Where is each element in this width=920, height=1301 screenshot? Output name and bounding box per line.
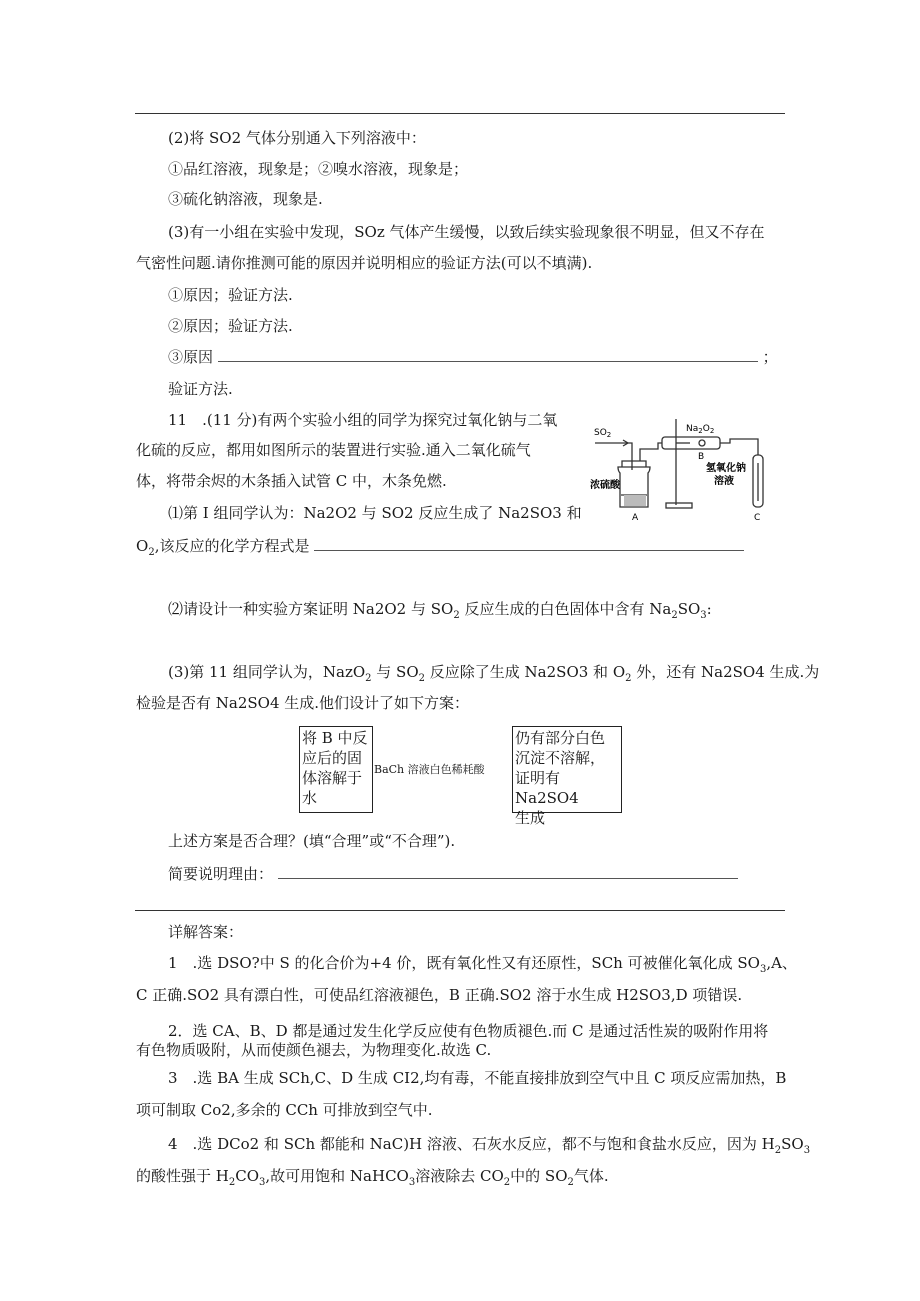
text-fragment: (3)第 11 组同学认为，NazO <box>168 663 366 681</box>
q11-p3-line2: 检验是否有 Na2SO4 生成.他们设计了如下方案： <box>136 694 470 712</box>
subscript: 2 <box>418 673 426 684</box>
subscript: 3 <box>408 1177 416 1188</box>
q11-p1-line2 <box>136 536 744 556</box>
q10-part3-line2: 气密性问题.请你推测可能的原因并说明相应的验证方法(可以不填满). <box>136 254 593 272</box>
subscript: 2 <box>625 673 632 684</box>
answer-3-line2: 项可制取 Co2,多余的 CCh 可排放到空气中. <box>136 1101 433 1119</box>
text-fragment: ⑵请设计一种实验方案证明 Na2O2 与 SO <box>168 600 454 618</box>
text-fragment: 中的 SO <box>510 1167 568 1185</box>
acid-label: 浓硫酸 <box>590 480 620 491</box>
subscript: 3 <box>759 964 767 975</box>
subscript: 2 <box>228 1177 236 1188</box>
text-fragment: 反应生成的白色固体中含有 Na <box>459 600 672 618</box>
q10-part3-line1: (3)有一小组在实验中发现，SOz 气体产生缓慢，以致后续实验现象很不明显，但又不存在 <box>168 223 765 241</box>
text-fragment: 外，还有 Na2SO4 生成.为 <box>631 663 820 681</box>
q11-reason <box>168 864 738 884</box>
text-fragment: CO <box>235 1167 260 1185</box>
flow-step-2 <box>512 726 622 827</box>
q10-reason3-end: ； <box>762 348 778 366</box>
na2o2-label: $Na_2O_2$ <box>686 424 715 435</box>
naoh-label-2: 溶液 <box>714 476 734 487</box>
answer-4-line1 <box>168 1134 810 1154</box>
equation-blank[interactable] <box>314 536 744 551</box>
answer-2-line2: 有色物质吸附，从而使颜色褪去，为物理变化.故选 C. <box>136 1041 492 1059</box>
reason-blank[interactable] <box>278 864 738 879</box>
na2o2-sample <box>699 440 705 446</box>
flow-step-1-line: 水 <box>302 789 318 807</box>
text-fragment: SO <box>781 1135 804 1153</box>
b-label: B <box>698 452 705 462</box>
q10-part2-intro: (2)将 SO2 气体分别通入下列溶液中： <box>168 129 426 147</box>
answer-4-line2 <box>136 1166 609 1186</box>
subscript: 3 <box>700 610 707 621</box>
q10-reason1: ①原因；验证方法. <box>168 286 293 304</box>
text-fragment: ,故可用饱和 NaHCO <box>265 1167 409 1185</box>
answer-1-line2: C 正确.SO2 具有漂白性，可使品红溶液褪色，B 正确.SO2 溶于水生成 H2SO3,D 项错误. <box>136 986 743 1004</box>
subscript: 2 <box>503 1177 511 1188</box>
q10-part2-line1: ①品红溶液，现象是；②嗅水溶液，现象是； <box>168 160 469 178</box>
text-fragment: 溶液除去 CO <box>415 1167 504 1185</box>
acid-fill <box>624 495 646 506</box>
answer-3-line1: 3 .选 BA 生成 SCh,C、D 生成 CI2,均有毒，不能直接排放到空气中且 C 项反应需加热，B <box>168 1069 787 1087</box>
text-fragment: : <box>706 600 712 618</box>
q10-verify: 验证方法. <box>168 380 233 398</box>
text-fragment: O <box>136 537 149 555</box>
flow-step-1 <box>299 726 373 813</box>
reason3-blank[interactable] <box>218 347 758 362</box>
naoh-label-1: 氢氧化钠 <box>706 463 746 474</box>
q11-judge: 上述方案是否合理？(填“合理”或“不合理”). <box>168 832 456 850</box>
q11-p3-line1 <box>168 662 819 682</box>
c-label: C <box>754 513 761 523</box>
text-fragment: ,A、 <box>766 954 797 972</box>
flow-arrow-label: BaCh 溶液白色稀耗酸 <box>374 763 485 776</box>
flow-step-2-line: 仍有部分白色 <box>515 729 606 747</box>
stand-base <box>666 503 692 508</box>
q11-p1-line1: ⑴第 I 组同学认为：Na2O2 与 SO2 反应生成了 Na2SO3 和 <box>168 504 582 522</box>
flow-step-1-line: 应后的固 <box>302 749 363 767</box>
subscript: 3 <box>803 1145 811 1156</box>
subscript: 2 <box>148 547 155 558</box>
q10-reason3 <box>168 347 778 367</box>
top-divider <box>135 113 785 114</box>
so2-label: $SO_2$ <box>594 428 612 439</box>
subscript: 2 <box>671 610 678 621</box>
flow-step-1-line: 体溶解于 <box>302 769 363 787</box>
flow-step-2-line: 证明有 Na2SO4 <box>515 769 579 807</box>
subscript: 2 <box>774 1145 782 1156</box>
q11-line1: 11 .(11 分)有两个实验小组的同学为探究过氧化钠与二氧 <box>168 411 558 429</box>
q11-line3: 体，将带余烬的木条插入试管 C 中，木条免燃. <box>136 472 447 490</box>
answers-divider <box>135 910 785 911</box>
subscript: 2 <box>567 1177 574 1188</box>
text-fragment: 反应除了生成 Na2SO3 和 O <box>425 663 626 681</box>
text-fragment: 4 .选 DCo2 和 SCh 都能和 NaC)H 溶液、石灰水反应，都不与饱和食盐水反应，因为 H <box>168 1135 775 1153</box>
q10-reason2: ②原因；验证方法. <box>168 317 293 335</box>
q10-part2-line2: ③硫化钠溶液，现象是. <box>168 190 323 208</box>
reaction-tube <box>662 437 720 449</box>
q10-reason3-label: ③原因 <box>168 348 214 366</box>
answers-title: 详解答案： <box>168 923 244 941</box>
flow-step-2-line: 沉淀不溶解， <box>515 749 606 767</box>
flow-step-1-line: 将 B 中反 <box>302 729 368 747</box>
subscript: 3 <box>259 1177 266 1188</box>
answer-1-line1 <box>168 953 797 973</box>
q11-p2 <box>168 599 712 619</box>
outlet-tube <box>640 443 662 461</box>
text-fragment: SO <box>677 600 701 618</box>
a-label: A <box>632 513 639 523</box>
connecting-tube <box>720 439 758 455</box>
subscript: 2 <box>453 610 460 621</box>
flow-step-2-line: 生成 <box>515 809 546 827</box>
subscript: 2 <box>365 673 372 684</box>
inlet-tube <box>628 443 632 470</box>
text-fragment: 气体. <box>573 1167 609 1185</box>
text-fragment: ,该反应的化学方程式是 <box>154 537 310 555</box>
text-fragment: 与 SO <box>371 663 419 681</box>
apparatus-figure <box>590 415 780 523</box>
answer-2-line1: 2．选 CA、B、D 都是通过发生化学反应使有色物质褪色.而 C 是通过活性炭的吸附作用将 <box>168 1022 769 1040</box>
text-fragment: 1 .选 DSO?中 S 的化合价为+4 价，既有氧化性又有还原性，SCh 可被催化氧化成 SO <box>168 954 760 972</box>
q11-line2: 化硫的反应，都用如图所示的装置进行实验.通入二氧化硫气 <box>136 441 531 459</box>
text-fragment: 的酸性强于 H <box>136 1167 229 1185</box>
q11-reason-label: 简要说明理由： <box>168 865 274 883</box>
